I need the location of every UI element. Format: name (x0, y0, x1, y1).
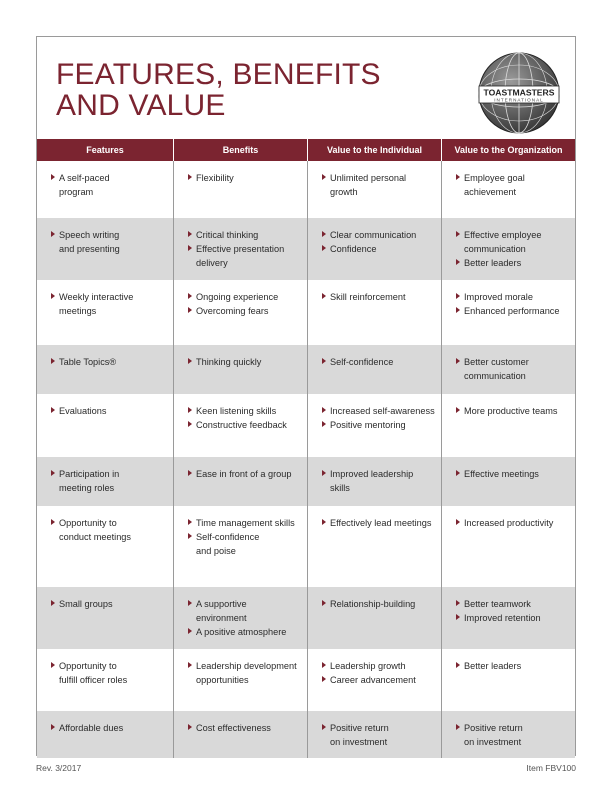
triangle-bullet-icon (51, 470, 55, 476)
list-item (189, 467, 301, 481)
cell-features (37, 649, 174, 711)
triangle-bullet-icon (188, 231, 192, 237)
list-item-text: Constructive feedback (196, 420, 287, 430)
revision-note: Rev. 3/2017 (36, 763, 82, 773)
list-item-text: Unlimited personal growth (330, 173, 407, 197)
list-item-text: Employee goal achievement (464, 173, 525, 197)
triangle-bullet-icon (322, 174, 326, 180)
list-item (323, 242, 435, 256)
list-item (323, 673, 435, 687)
triangle-bullet-icon (51, 662, 55, 668)
triangle-bullet-icon (51, 358, 55, 364)
triangle-bullet-icon (188, 724, 192, 730)
list-item-text: Positive return on investment (330, 723, 389, 747)
list-item-text: Better customer communication (464, 357, 529, 381)
triangle-bullet-icon (456, 470, 460, 476)
triangle-bullet-icon (456, 519, 460, 525)
list-item (323, 516, 435, 530)
triangle-bullet-icon (188, 174, 192, 180)
cell-features (37, 280, 174, 345)
list-item-text: Effective employee communication (464, 230, 542, 254)
cell-benefits (174, 161, 308, 218)
triangle-bullet-icon (188, 293, 192, 299)
header-features: Features (37, 139, 174, 161)
cell-benefits (174, 394, 308, 457)
list-item (52, 721, 167, 735)
list-item-text: Effective meetings (464, 469, 539, 479)
cell-value-organization (442, 345, 575, 394)
list-item-text: Table Topics® (59, 357, 117, 367)
cell-value-individual (308, 161, 442, 218)
list-item-text: Positive mentoring (330, 420, 406, 430)
list-item-text: Career advancement (330, 675, 416, 685)
triangle-bullet-icon (456, 614, 460, 620)
table-row (37, 649, 575, 711)
cell-benefits (174, 345, 308, 394)
list-item-text: Affordable dues (59, 723, 124, 733)
list-item (323, 659, 435, 673)
list-item-text: Effectively lead meetings (330, 518, 432, 528)
list-item-text: Skill reinforcement (330, 292, 406, 302)
list-item-text: Critical thinking (196, 230, 259, 240)
table-row (37, 711, 575, 758)
cell-benefits (174, 506, 308, 587)
list-item-text: Better leaders (464, 258, 522, 268)
title-line-1: FEATURES, BENEFITS (56, 58, 381, 91)
triangle-bullet-icon (456, 259, 460, 265)
list-item (457, 467, 569, 481)
list-item (189, 659, 301, 687)
list-item-text: Ease in front of a group (196, 469, 292, 479)
triangle-bullet-icon (51, 231, 55, 237)
cell-features (37, 218, 174, 280)
list-item (457, 597, 569, 611)
triangle-bullet-icon (322, 724, 326, 730)
triangle-bullet-icon (456, 174, 460, 180)
cell-benefits (174, 587, 308, 649)
list-item (457, 304, 569, 318)
header-value-individual: Value to the Individual (308, 139, 442, 161)
list-item-text: Improved morale (464, 292, 533, 302)
list-item (189, 228, 301, 242)
list-item (189, 404, 301, 418)
table-row (37, 394, 575, 457)
list-item (189, 516, 301, 530)
logo-wordmark: TOASTMASTERS (483, 87, 555, 98)
list-item-text: Participation in meeting roles (59, 469, 120, 493)
triangle-bullet-icon (322, 421, 326, 427)
cell-value-individual (308, 345, 442, 394)
list-item-text: Speech writing and presenting (59, 230, 120, 254)
cell-features (37, 394, 174, 457)
cell-value-organization (442, 649, 575, 711)
table-row (37, 587, 575, 649)
list-item (189, 530, 301, 558)
list-item-text: Leadership development opportunities (196, 661, 297, 685)
list-item-text: Improved leadership skills (330, 469, 414, 493)
triangle-bullet-icon (188, 358, 192, 364)
triangle-bullet-icon (51, 519, 55, 525)
list-item-text: A positive atmosphere (196, 627, 287, 637)
triangle-bullet-icon (456, 293, 460, 299)
list-item-text: Better teamwork (464, 599, 531, 609)
triangle-bullet-icon (456, 600, 460, 606)
list-item-text: Improved retention (464, 613, 541, 623)
document-frame (36, 36, 576, 756)
triangle-bullet-icon (322, 293, 326, 299)
header-value-organization: Value to the Organization (454, 145, 563, 155)
triangle-bullet-icon (188, 307, 192, 313)
table-row (37, 457, 575, 506)
cell-benefits (174, 457, 308, 506)
list-item-text: More productive teams (464, 406, 558, 416)
page-title (56, 59, 381, 121)
cell-value-individual (308, 587, 442, 649)
cell-value-organization (442, 506, 575, 587)
list-item-text: Positive return on investment (464, 723, 523, 747)
list-item (189, 597, 301, 625)
cell-features (37, 506, 174, 587)
table-body (37, 161, 575, 758)
cell-value-organization (442, 218, 575, 280)
list-item (457, 290, 569, 304)
list-item (52, 404, 167, 418)
list-item-text: Self-confidence and poise (196, 532, 260, 556)
triangle-bullet-icon (188, 662, 192, 668)
list-item-text: A self-paced program (59, 173, 110, 197)
table-row (37, 506, 575, 587)
cell-features (37, 711, 174, 758)
list-item (52, 659, 167, 687)
triangle-bullet-icon (188, 407, 192, 413)
list-item (323, 597, 435, 611)
cell-value-individual (308, 394, 442, 457)
triangle-bullet-icon (456, 231, 460, 237)
logo-subtitle: INTERNATIONAL (494, 97, 544, 103)
triangle-bullet-icon (456, 724, 460, 730)
list-item-text: Thinking quickly (196, 357, 262, 367)
list-item-text: Evaluations (59, 406, 107, 416)
triangle-bullet-icon (456, 307, 460, 313)
list-item (457, 228, 569, 256)
list-item (457, 171, 569, 199)
list-item-text: Self-confidence (330, 357, 394, 367)
cell-features (37, 587, 174, 649)
triangle-bullet-icon (456, 407, 460, 413)
list-item-text: Opportunity to conduct meetings (59, 518, 132, 542)
cell-features (37, 457, 174, 506)
list-item (52, 516, 167, 544)
triangle-bullet-icon (322, 358, 326, 364)
triangle-bullet-icon (322, 600, 326, 606)
triangle-bullet-icon (322, 245, 326, 251)
list-item (52, 597, 167, 611)
list-item (323, 228, 435, 242)
item-number: Item FBV100 (526, 763, 576, 773)
list-item (189, 625, 301, 639)
cell-benefits (174, 280, 308, 345)
list-item (457, 721, 569, 749)
table-header (37, 139, 575, 161)
list-item-text: Opportunity to fulfill officer roles (59, 661, 128, 685)
toastmasters-logo (477, 51, 561, 135)
triangle-bullet-icon (188, 421, 192, 427)
list-item-text: A supportive environment (196, 599, 247, 623)
list-item (457, 256, 569, 270)
cell-value-organization (442, 587, 575, 649)
list-item (323, 721, 435, 749)
list-item-text: Cost effectiveness (196, 723, 271, 733)
list-item-text: Overcoming fears (196, 306, 269, 316)
cell-value-individual (308, 218, 442, 280)
triangle-bullet-icon (51, 600, 55, 606)
triangle-bullet-icon (51, 724, 55, 730)
list-item (457, 659, 569, 673)
list-item-text: Enhanced performance (464, 306, 560, 316)
list-item (189, 355, 301, 369)
cell-value-organization (442, 394, 575, 457)
list-item (52, 228, 167, 256)
triangle-bullet-icon (322, 407, 326, 413)
list-item (52, 355, 167, 369)
triangle-bullet-icon (322, 231, 326, 237)
list-item-text: Effective presentation delivery (196, 244, 285, 268)
triangle-bullet-icon (322, 676, 326, 682)
cell-value-individual (308, 280, 442, 345)
triangle-bullet-icon (188, 245, 192, 251)
triangle-bullet-icon (51, 174, 55, 180)
list-item (189, 721, 301, 735)
triangle-bullet-icon (456, 358, 460, 364)
triangle-bullet-icon (322, 470, 326, 476)
list-item (323, 467, 435, 495)
list-item-text: Leadership growth (330, 661, 406, 671)
cell-features (37, 345, 174, 394)
table-row (37, 280, 575, 345)
cell-value-individual (308, 649, 442, 711)
list-item-text: Increased self-awareness (330, 406, 435, 416)
list-item (189, 304, 301, 318)
cell-value-organization (442, 161, 575, 218)
list-item (323, 404, 435, 418)
triangle-bullet-icon (188, 628, 192, 634)
list-item (52, 171, 167, 199)
list-item (457, 516, 569, 530)
table-row (37, 161, 575, 218)
cell-benefits (174, 711, 308, 758)
title-line-2: AND VALUE (56, 89, 226, 122)
triangle-bullet-icon (188, 533, 192, 539)
list-item (189, 418, 301, 432)
list-item-text: Small groups (59, 599, 113, 609)
list-item (52, 290, 167, 318)
list-item (52, 467, 167, 495)
list-item-text: Better leaders (464, 661, 522, 671)
list-item (457, 404, 569, 418)
cell-value-organization (442, 711, 575, 758)
cell-value-individual (308, 457, 442, 506)
table-row (37, 218, 575, 280)
list-item (189, 171, 301, 185)
list-item (457, 611, 569, 625)
triangle-bullet-icon (322, 662, 326, 668)
list-item-text: Keen listening skills (196, 406, 277, 416)
list-item (323, 418, 435, 432)
list-item (323, 355, 435, 369)
list-item (457, 355, 569, 383)
header-benefits: Benefits (174, 139, 308, 161)
list-item (323, 290, 435, 304)
table-row (37, 345, 575, 394)
cell-value-organization (442, 280, 575, 345)
list-item-text: Weekly interactive meetings (59, 292, 134, 316)
triangle-bullet-icon (322, 519, 326, 525)
list-item-text: Ongoing experience (196, 292, 279, 302)
list-item-text: Relationship-building (330, 599, 416, 609)
list-item (189, 290, 301, 304)
list-item-text: Flexibility (196, 173, 234, 183)
list-item (323, 171, 435, 199)
cell-benefits (174, 218, 308, 280)
triangle-bullet-icon (188, 519, 192, 525)
list-item-text: Clear communication (330, 230, 417, 240)
cell-value-individual (308, 506, 442, 587)
list-item (189, 242, 301, 270)
list-item-text: Confidence (330, 244, 377, 254)
list-item-text: Increased productivity (464, 518, 554, 528)
list-item-text: Time management skills (196, 518, 295, 528)
triangle-bullet-icon (51, 293, 55, 299)
triangle-bullet-icon (456, 662, 460, 668)
cell-value-organization (442, 457, 575, 506)
cell-value-individual (308, 711, 442, 758)
triangle-bullet-icon (188, 470, 192, 476)
cell-features (37, 161, 174, 218)
triangle-bullet-icon (51, 407, 55, 413)
cell-benefits (174, 649, 308, 711)
triangle-bullet-icon (188, 600, 192, 606)
